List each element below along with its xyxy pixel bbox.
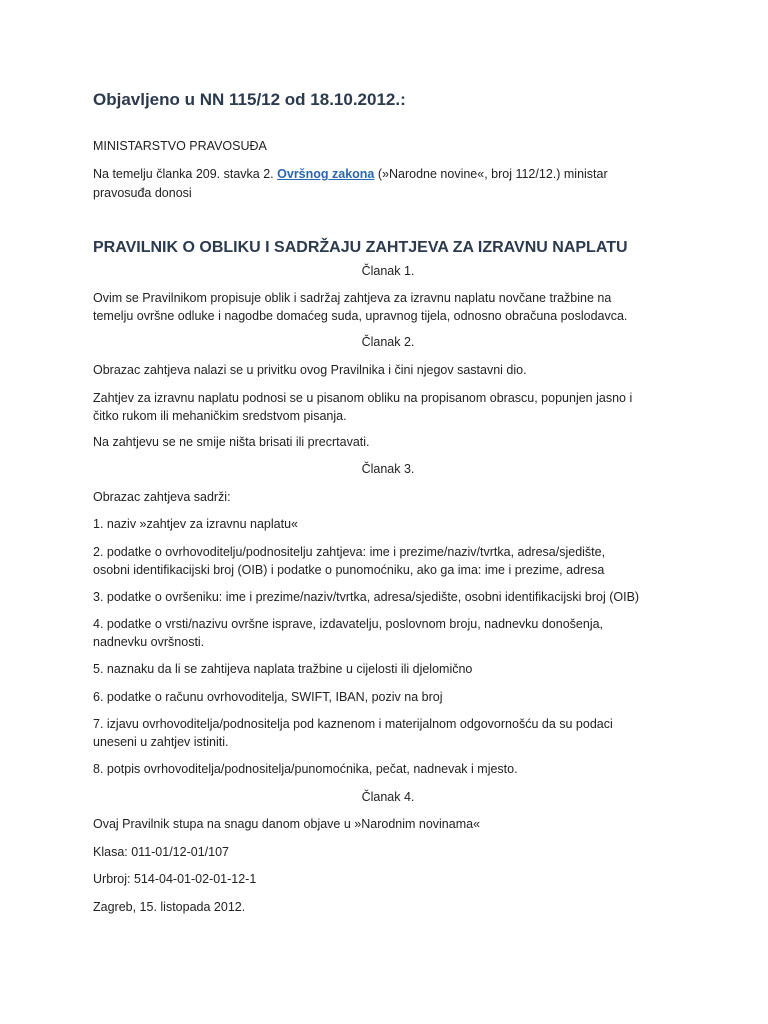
urbroj-number: Urbroj: 514-04-01-02-01-12-1 <box>93 872 257 886</box>
article-3-intro: Obrazac zahtjeva sadrži: <box>93 490 231 504</box>
article-4-label: Članak 4. <box>361 790 415 804</box>
intro-line-2: pravosuđa donosi <box>93 186 192 200</box>
place-and-date: Zagreb, 15. listopada 2012. <box>93 900 246 914</box>
article-1-text-line-2: temelju ovršne odluke i nagodbe domaćeg suda, upravnog tijela, odnosno obračuna poslodavca. <box>93 309 628 323</box>
article-3-item-7-line-1: 7. izjavu ovrhovoditelja/podnositelja pod kaznenom i materijalnom odgovornošću da su podaci <box>93 717 613 731</box>
article-1-label: Članak 1. <box>361 264 415 278</box>
article-2-paragraph-1: Obrazac zahtjeva nalazi se u privitku ovog Pravilnika i čini njegov sastavni dio. <box>93 363 527 377</box>
intro-text-before: Na temelju članka 209. stavka 2. <box>93 167 274 181</box>
ovrsni-zakon-link[interactable]: Ovršnog zakona <box>277 167 375 181</box>
article-3-item-8: 8. potpis ovrhovoditelja/podnositelja/punomoćnika, pečat, nadnevak i mjesto. <box>93 762 518 776</box>
article-2-paragraph-3: Na zahtjevu se ne smije ništa brisati ili precrtavati. <box>93 435 370 449</box>
article-3-item-4-line-2: nadnevku ovršnosti. <box>93 635 205 649</box>
article-3-label: Članak 3. <box>361 462 415 476</box>
ministry-name: MINISTARSTVO PRAVOSUĐA <box>93 139 267 153</box>
article-3-item-2-line-1: 2. podatke o ovrhovoditelju/podnositelju zahtjeva: ime i prezime/naziv/tvrtka, adresa/sjedište, <box>93 545 606 559</box>
article-4-paragraph: Ovaj Pravilnik stupa na snagu danom objave u »Narodnim novinama« <box>93 817 481 831</box>
article-1-text-line-1: Ovim se Pravilnikom propisuje oblik i sadržaj zahtjeva za izravnu naplatu novčane tražbine na <box>93 291 612 305</box>
intro-text-after: (»Narodne novine«, broj 112/12.) ministar <box>377 167 608 181</box>
article-3-item-7-line-2: uneseni u zahtjev istiniti. <box>93 735 229 749</box>
article-3-item-5: 5. naznaku da li se zahtijeva naplata tražbine u cijelosti ili djelomično <box>93 662 473 676</box>
intro-line-1 <box>93 165 693 183</box>
article-3-item-1: 1. naziv »zahtjev za izravnu naplatu« <box>93 517 298 531</box>
klasa-number: Klasa: 011-01/12-01/107 <box>93 845 229 859</box>
article-2-paragraph-2-line-2: čitko rukom ili mehaničkim sredstvom pisanja. <box>93 409 347 423</box>
article-3-item-2-line-2: osobni identifikacijski broj (OIB) i podatke o punomoćniku, ako ga ima: ime i prezime, adresa <box>93 563 605 577</box>
article-3-item-4-line-1: 4. podatke o vrsti/nazivu ovršne isprave, izdavatelju, poslovnom broju, nadnevku donošenja, <box>93 617 604 631</box>
article-3-item-6: 6. podatke o računu ovrhovoditelja, SWIFT, IBAN, poziv na broj <box>93 690 443 704</box>
article-2-label: Članak 2. <box>361 335 415 349</box>
publication-heading: Objavljeno u NN 115/12 od 18.10.2012.: <box>93 90 406 109</box>
article-2-paragraph-2-line-1: Zahtjev za izravnu naplatu podnosi se u pisanom obliku na propisanom obrascu, popunjen jasno i <box>93 391 633 405</box>
article-3-item-3: 3. podatke o ovršeniku: ime i prezime/naziv/tvrtka, adresa/sjedište, osobni identifikacijski broj (OIB) <box>93 590 640 604</box>
regulation-title: PRAVILNIK O OBLIKU I SADRŽAJU ZAHTJEVA ZA IZRAVNU NAPLATU <box>93 239 628 256</box>
